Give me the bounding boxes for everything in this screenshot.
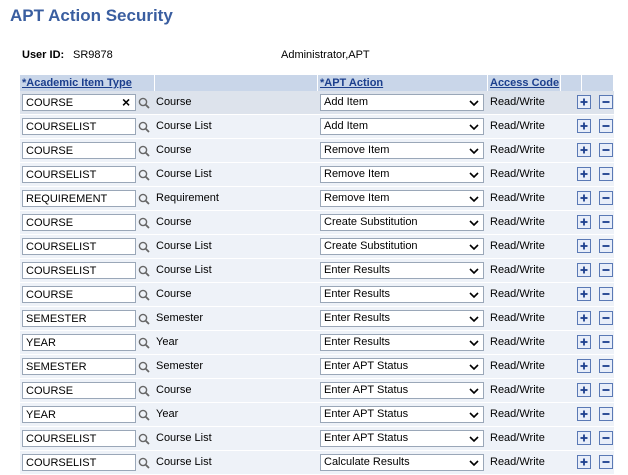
table-row [20,427,614,451]
apt-action-select[interactable] [320,238,484,255]
add-row-button[interactable] [577,239,591,253]
access-code-value: Read/Write [490,336,545,348]
apt-action-select[interactable] [320,118,484,135]
delete-row-button[interactable] [599,263,613,277]
chevron-down-icon [468,337,480,349]
magnifier-icon[interactable] [138,337,150,349]
delete-row-button[interactable] [599,359,613,373]
apt-action-value: Enter Results [324,312,391,324]
magnifier-icon[interactable] [138,193,150,205]
apt-action-select[interactable] [320,286,484,303]
header-description [155,75,318,91]
magnifier-icon[interactable] [138,289,150,301]
apt-action-select[interactable] [320,166,484,183]
user-name: Administrator,APT [281,49,370,61]
apt-action-select[interactable] [320,430,484,447]
item-type-description: Course [156,384,192,396]
delete-row-button[interactable] [599,311,613,325]
add-row-button[interactable] [577,119,591,133]
chevron-down-icon [468,457,480,469]
add-row-button[interactable] [577,455,591,469]
chevron-down-icon [468,409,480,421]
add-row-button[interactable] [577,191,591,205]
access-code-value: Read/Write [490,216,545,228]
apt-action-value: Add Item [324,96,369,108]
apt-action-value: Enter APT Status [324,408,409,420]
item-type-description: Course [156,96,192,108]
apt-action-value: Enter Results [324,288,391,300]
academic-item-type-input[interactable] [22,286,136,303]
add-row-button[interactable] [577,407,591,421]
chevron-down-icon [468,289,480,301]
user-id-label: User ID: [22,49,65,61]
academic-item-type-input[interactable] [22,214,136,231]
chevron-down-icon [468,265,480,277]
access-code-value: Read/Write [490,408,545,420]
magnifier-icon[interactable] [138,241,150,253]
chevron-down-icon [468,217,480,229]
table-row [20,379,614,403]
item-type-description: Semester [156,360,204,372]
item-type-description: Course List [156,120,212,132]
add-row-button[interactable] [577,431,591,445]
action-security-grid [20,75,614,475]
table-row [20,451,614,475]
academic-item-type-input[interactable] [22,142,136,159]
chevron-down-icon [468,193,480,205]
apt-action-select[interactable] [320,262,484,279]
delete-row-button[interactable] [599,287,613,301]
add-row-button[interactable] [577,335,591,349]
item-type-description: Course [156,288,192,300]
apt-action-value: Create Substitution [324,216,418,228]
add-row-button[interactable] [577,359,591,373]
delete-row-button[interactable] [599,407,613,421]
apt-action-value: Calculate Results [324,456,410,468]
user-id-value: SR9878 [73,49,113,61]
access-code-value: Read/Write [490,120,545,132]
academic-item-type-input[interactable] [22,118,136,135]
academic-item-type-input[interactable] [22,238,136,255]
academic-item-type-input[interactable] [22,430,136,447]
apt-action-value: Enter APT Status [324,384,409,396]
access-code-value: Read/Write [490,192,545,204]
chevron-down-icon [468,361,480,373]
item-type-description: Course List [156,168,212,180]
apt-action-value: Enter Results [324,264,391,276]
delete-row-button[interactable] [599,215,613,229]
magnifier-icon[interactable] [138,145,150,157]
magnifier-icon[interactable] [138,121,150,133]
add-row-button[interactable] [577,287,591,301]
add-row-button[interactable] [577,95,591,109]
apt-action-select[interactable] [320,190,484,207]
access-code-value: Read/Write [490,240,545,252]
apt-action-select[interactable] [320,358,484,375]
apt-action-select[interactable] [320,214,484,231]
access-code-value: Read/Write [490,264,545,276]
table-row [20,235,614,259]
delete-row-button[interactable] [599,167,613,181]
chevron-down-icon [468,433,480,445]
apt-action-select[interactable] [320,334,484,351]
delete-row-button[interactable] [599,431,613,445]
academic-item-type-input[interactable] [22,310,136,327]
apt-action-value: Remove Item [324,192,390,204]
table-row [20,211,614,235]
magnifier-icon[interactable] [138,313,150,325]
delete-row-button[interactable] [599,383,613,397]
grid-header [20,75,614,91]
magnifier-icon[interactable] [138,433,150,445]
access-code-value: Read/Write [490,432,545,444]
table-row [20,187,614,211]
item-type-description: Course List [156,432,212,444]
item-type-description: Semester [156,312,204,324]
header-add-column [561,75,582,91]
academic-item-type-input[interactable] [22,190,136,207]
access-code-value: Read/Write [490,288,545,300]
apt-action-value: Enter APT Status [324,432,409,444]
header-delete-column [582,75,614,91]
table-row [20,163,614,187]
chevron-down-icon [468,121,480,133]
magnifier-icon[interactable] [138,97,150,109]
academic-item-type-input[interactable] [22,406,136,423]
chevron-down-icon [468,145,480,157]
delete-row-button[interactable] [599,143,613,157]
academic-item-type-input[interactable] [22,382,136,399]
magnifier-icon[interactable] [138,385,150,397]
item-type-description: Year [156,408,179,420]
chevron-down-icon [468,313,480,325]
table-row [20,91,614,115]
apt-action-value: Enter Results [324,336,391,348]
magnifier-icon[interactable] [138,361,150,373]
academic-item-type-input[interactable] [22,262,136,279]
chevron-down-icon [468,241,480,253]
apt-action-value: Remove Item [324,144,390,156]
add-row-button[interactable] [577,167,591,181]
apt-action-select[interactable] [320,406,484,423]
table-row [20,139,614,163]
apt-action-select[interactable] [320,94,484,111]
magnifier-icon[interactable] [138,169,150,181]
academic-item-type-input[interactable] [22,334,136,351]
add-row-button[interactable] [577,311,591,325]
delete-row-button[interactable] [599,455,613,469]
add-row-button[interactable] [577,143,591,157]
apt-action-select[interactable] [320,382,484,399]
access-code-value: Read/Write [490,384,545,396]
header-apt-action[interactable]: *APT Action [318,75,488,91]
apt-action-value: Enter APT Status [324,360,409,372]
delete-row-button[interactable] [599,95,613,109]
access-code-value: Read/Write [490,96,545,108]
chevron-down-icon [468,169,480,181]
magnifier-icon[interactable] [138,217,150,229]
access-code-value: Read/Write [490,456,545,468]
delete-row-button[interactable] [599,119,613,133]
add-row-button[interactable] [577,215,591,229]
academic-item-type-input[interactable] [22,94,136,111]
apt-action-select[interactable] [320,142,484,159]
table-row [20,115,614,139]
chevron-down-icon [468,385,480,397]
academic-item-type-input[interactable] [22,166,136,183]
item-type-description: Course List [156,456,212,468]
access-code-value: Read/Write [490,168,545,180]
academic-item-type-input[interactable] [22,358,136,375]
delete-row-button[interactable] [599,191,613,205]
table-row [20,331,614,355]
item-type-description: Requirement [156,192,219,204]
magnifier-icon[interactable] [138,457,150,469]
grid-body [20,91,614,475]
magnifier-icon[interactable] [138,409,150,421]
item-type-description: Course [156,216,192,228]
table-row [20,355,614,379]
apt-action-select[interactable] [320,454,484,471]
item-type-description: Year [156,336,179,348]
chevron-down-icon [468,97,480,109]
header-academic-item-type[interactable]: *Academic Item Type [20,75,155,91]
academic-item-type-input[interactable] [22,454,136,471]
clear-x-icon[interactable]: × [122,94,131,110]
apt-action-select[interactable] [320,310,484,327]
item-type-description: Course List [156,240,212,252]
add-row-button[interactable] [577,383,591,397]
table-row [20,283,614,307]
page-title: APT Action Security [10,6,173,25]
item-type-description: Course List [156,264,212,276]
item-type-description: Course [156,144,192,156]
delete-row-button[interactable] [599,335,613,349]
apt-action-value: Add Item [324,120,369,132]
apt-action-value: Create Substitution [324,240,418,252]
apt-action-value: Remove Item [324,168,390,180]
access-code-value: Read/Write [490,360,545,372]
delete-row-button[interactable] [599,239,613,253]
access-code-value: Read/Write [490,144,545,156]
add-row-button[interactable] [577,263,591,277]
table-row [20,307,614,331]
table-row [20,403,614,427]
magnifier-icon[interactable] [138,265,150,277]
access-code-value: Read/Write [490,312,545,324]
table-row [20,259,614,283]
header-access-code[interactable]: Access Code [490,77,560,89]
